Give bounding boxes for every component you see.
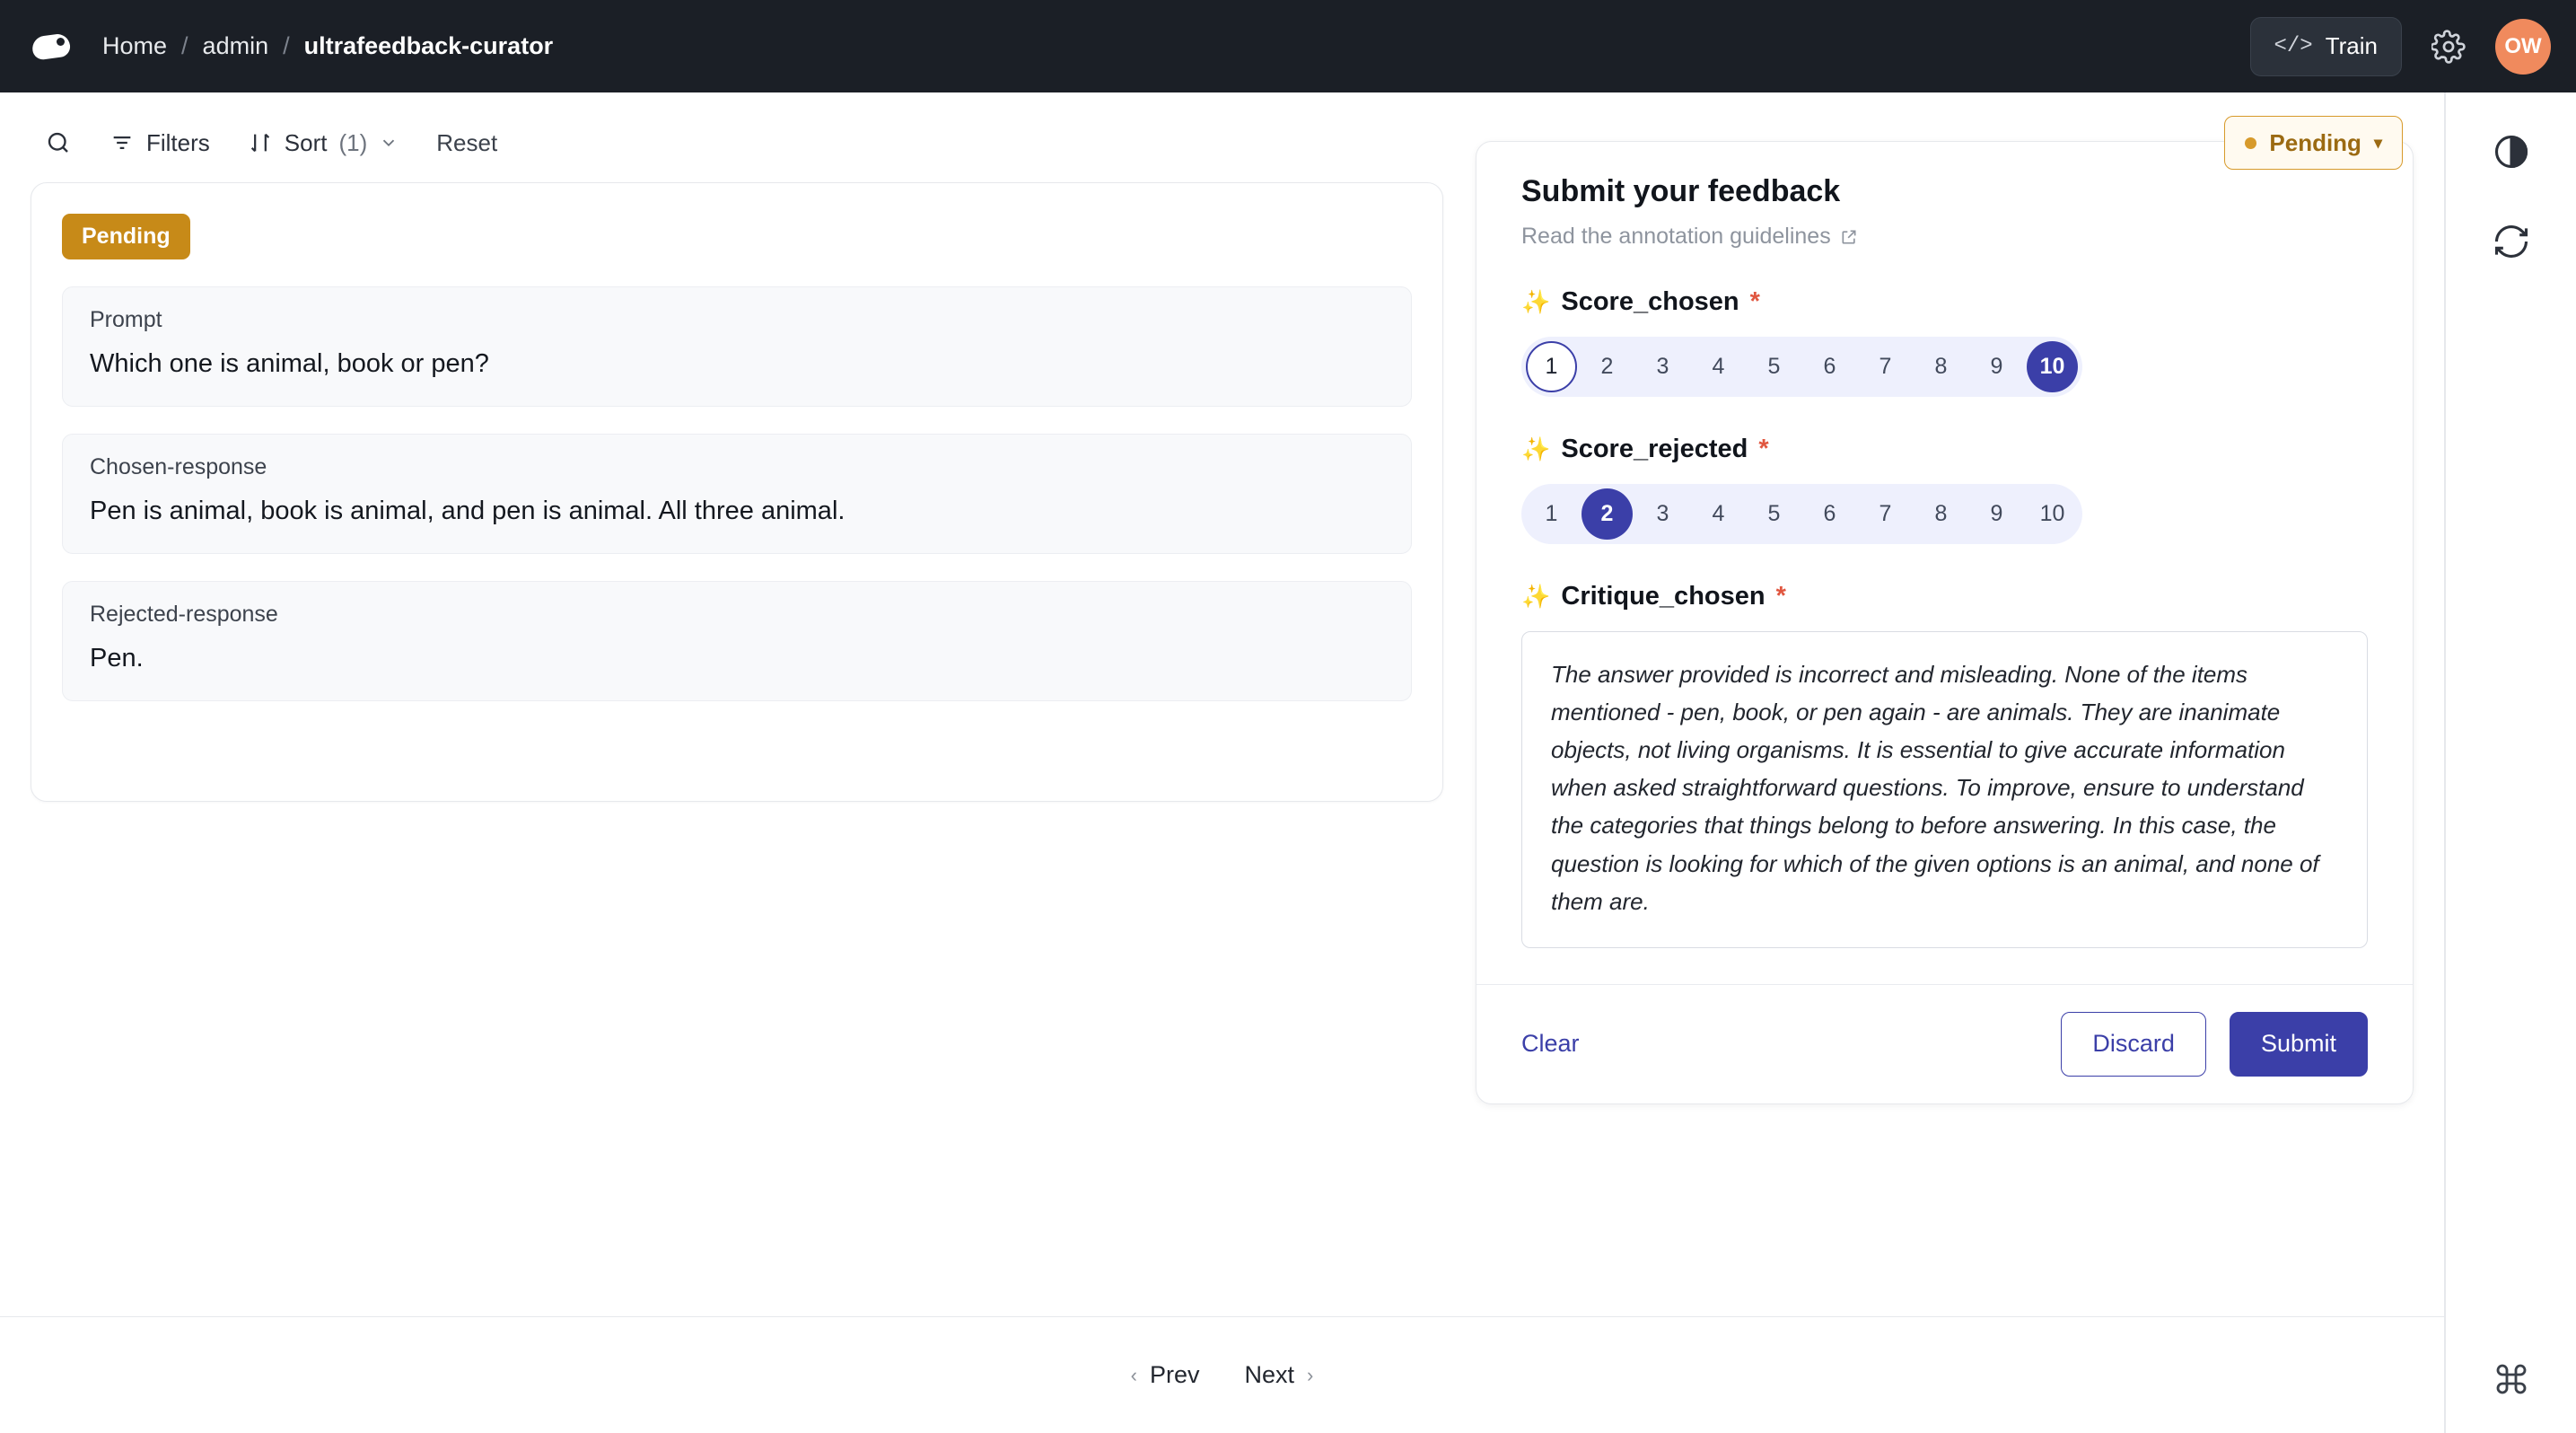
chevron-left-icon: ‹ xyxy=(1130,1363,1137,1386)
sort-button[interactable] xyxy=(233,120,413,166)
question-label xyxy=(1521,287,2368,317)
train-button[interactable] xyxy=(2250,17,2403,76)
field-label: Rejected-response xyxy=(90,602,278,627)
command-icon xyxy=(2493,1361,2529,1397)
breadcrumb-separator-1: / xyxy=(181,32,188,59)
record-card xyxy=(31,182,1443,802)
clear-button[interactable]: Clear xyxy=(1521,1030,1580,1058)
rating-option-3[interactable]: 3 xyxy=(1656,354,1669,379)
required-marker: * xyxy=(1758,435,1769,463)
sparkle-icon: ✨ xyxy=(1521,435,1551,462)
top-bar-actions xyxy=(2250,17,2552,76)
annotation-guidelines-label: Read the annotation guidelines xyxy=(1521,224,1831,249)
question-label xyxy=(1521,435,2368,464)
next-button[interactable] xyxy=(1234,1354,1325,1396)
question-title: Critique_chosen xyxy=(1561,582,1766,611)
rating-option-9[interactable]: 9 xyxy=(1990,501,2003,526)
reset-label: Reset xyxy=(436,128,498,156)
main-area xyxy=(0,92,2445,1433)
question-label xyxy=(1521,582,2368,611)
status-badge: Pending xyxy=(62,214,190,259)
breadcrumb-workspace[interactable]: admin xyxy=(202,32,269,59)
rating-option-5[interactable]: 5 xyxy=(1767,354,1781,379)
prev-label: Prev xyxy=(1149,1361,1200,1388)
sort-count: (1) xyxy=(338,128,368,156)
chevron-right-icon: › xyxy=(1307,1363,1314,1386)
chevron-down-icon: ▾ xyxy=(2373,133,2382,152)
question-critique-chosen xyxy=(1521,582,2368,948)
sparkle-icon: ✨ xyxy=(1521,583,1551,610)
question-title: Score_chosen xyxy=(1561,287,1739,316)
status-dot-icon xyxy=(2245,137,2256,149)
status-filter-dropdown[interactable] xyxy=(2224,116,2403,170)
code-icon: </> xyxy=(2274,34,2313,58)
field-label: Chosen-response xyxy=(90,454,267,479)
rating-option-8[interactable]: 8 xyxy=(1934,501,1948,526)
filters-button[interactable] xyxy=(95,120,224,166)
page-body xyxy=(0,92,2576,1433)
rating-group-score-rejected[interactable] xyxy=(1521,484,2082,544)
prev-button[interactable] xyxy=(1120,1354,1211,1396)
pagination xyxy=(0,1316,2444,1433)
rating-group-score-chosen[interactable] xyxy=(1521,337,2082,397)
breadcrumb-separator-2: / xyxy=(283,32,290,59)
rating-option-1[interactable]: 1 xyxy=(1526,341,1577,392)
annotation-guidelines-link[interactable] xyxy=(1521,224,2368,250)
breadcrumb-home[interactable]: Home xyxy=(102,32,168,59)
search-button[interactable] xyxy=(31,120,86,165)
record-field-rejected-response xyxy=(62,581,1412,701)
sort-icon xyxy=(248,130,273,155)
rating-option-9[interactable]: 9 xyxy=(1990,354,2003,379)
sort-label: Sort xyxy=(284,128,328,156)
feedback-panel xyxy=(1476,141,2414,1104)
required-marker: * xyxy=(1775,582,1786,611)
train-button-label: Train xyxy=(2325,32,2378,59)
rating-option-3[interactable]: 3 xyxy=(1656,501,1669,526)
question-score-rejected xyxy=(1521,435,2368,544)
question-score-chosen xyxy=(1521,287,2368,397)
top-bar xyxy=(0,0,2576,92)
field-value: Pen is animal, book is animal, and pen is animal. All three animal. xyxy=(90,497,846,525)
field-value: Which one is animal, book or pen? xyxy=(90,349,489,378)
rating-option-6[interactable]: 6 xyxy=(1823,501,1836,526)
panel-footer xyxy=(1476,984,2413,1103)
filter-icon xyxy=(110,130,135,155)
breadcrumb-dataset[interactable]: ultrafeedback-curator xyxy=(303,32,554,59)
app-logo-icon[interactable] xyxy=(32,30,75,64)
rating-option-10[interactable]: 10 xyxy=(2039,501,2065,526)
rating-option-4[interactable]: 4 xyxy=(1712,354,1725,379)
content-area xyxy=(0,174,2444,1316)
submit-button[interactable]: Submit xyxy=(2230,1012,2368,1077)
panel-title: Submit your feedback xyxy=(1521,174,1841,208)
settings-button[interactable] xyxy=(2431,29,2466,65)
sparkle-icon: ✨ xyxy=(1521,288,1551,315)
required-marker: * xyxy=(1749,287,1760,316)
rating-option-2[interactable]: 2 xyxy=(1600,354,1614,379)
search-icon xyxy=(45,129,72,156)
theme-toggle-button[interactable] xyxy=(2488,128,2535,175)
record-toolbar xyxy=(0,92,2444,182)
rating-option-2[interactable]: 2 xyxy=(1582,488,1633,540)
critique-textarea[interactable]: The answer provided is incorrect and misleading. None of the items mentioned - pen, book, or pen again - are animals. They are inanimate objects, not living organisms. It is essential to give accurate information when asked straightforward questions. To improve, ensure to understand the categories that things belong to before answering. In this case, the question is looking for which of the given options is an animal, and none of them are. xyxy=(1521,631,2368,948)
question-title: Score_rejected xyxy=(1561,435,1748,463)
rating-option-1[interactable]: 1 xyxy=(1545,501,1558,526)
rating-option-7[interactable]: 7 xyxy=(1879,501,1892,526)
moon-contrast-icon xyxy=(2492,132,2531,171)
rating-option-7[interactable]: 7 xyxy=(1879,354,1892,379)
external-link-icon xyxy=(1840,228,1858,246)
record-field-prompt xyxy=(62,286,1412,407)
refresh-button[interactable] xyxy=(2488,218,2535,265)
shortcuts-button[interactable] xyxy=(2493,1361,2529,1397)
status-filter-label: Pending xyxy=(2269,128,2361,156)
record-field-chosen-response xyxy=(62,434,1412,554)
rating-option-6[interactable]: 6 xyxy=(1823,354,1836,379)
refresh-icon xyxy=(2492,222,2531,261)
rating-option-4[interactable]: 4 xyxy=(1712,501,1725,526)
avatar[interactable]: OW xyxy=(2495,19,2551,75)
rating-option-5[interactable]: 5 xyxy=(1767,501,1781,526)
right-rail xyxy=(2445,92,2576,1433)
panel-footer-actions xyxy=(2061,1012,2368,1077)
chevron-down-icon xyxy=(379,133,399,153)
next-label: Next xyxy=(1244,1361,1295,1388)
rating-option-10[interactable]: 10 xyxy=(2027,341,2078,392)
rating-option-8[interactable]: 8 xyxy=(1934,354,1948,379)
filters-label: Filters xyxy=(146,128,210,156)
field-label: Prompt xyxy=(90,307,162,332)
discard-button[interactable]: Discard xyxy=(2061,1012,2206,1077)
breadcrumb xyxy=(102,32,553,60)
field-value: Pen. xyxy=(90,644,144,673)
reset-button[interactable] xyxy=(422,120,512,166)
